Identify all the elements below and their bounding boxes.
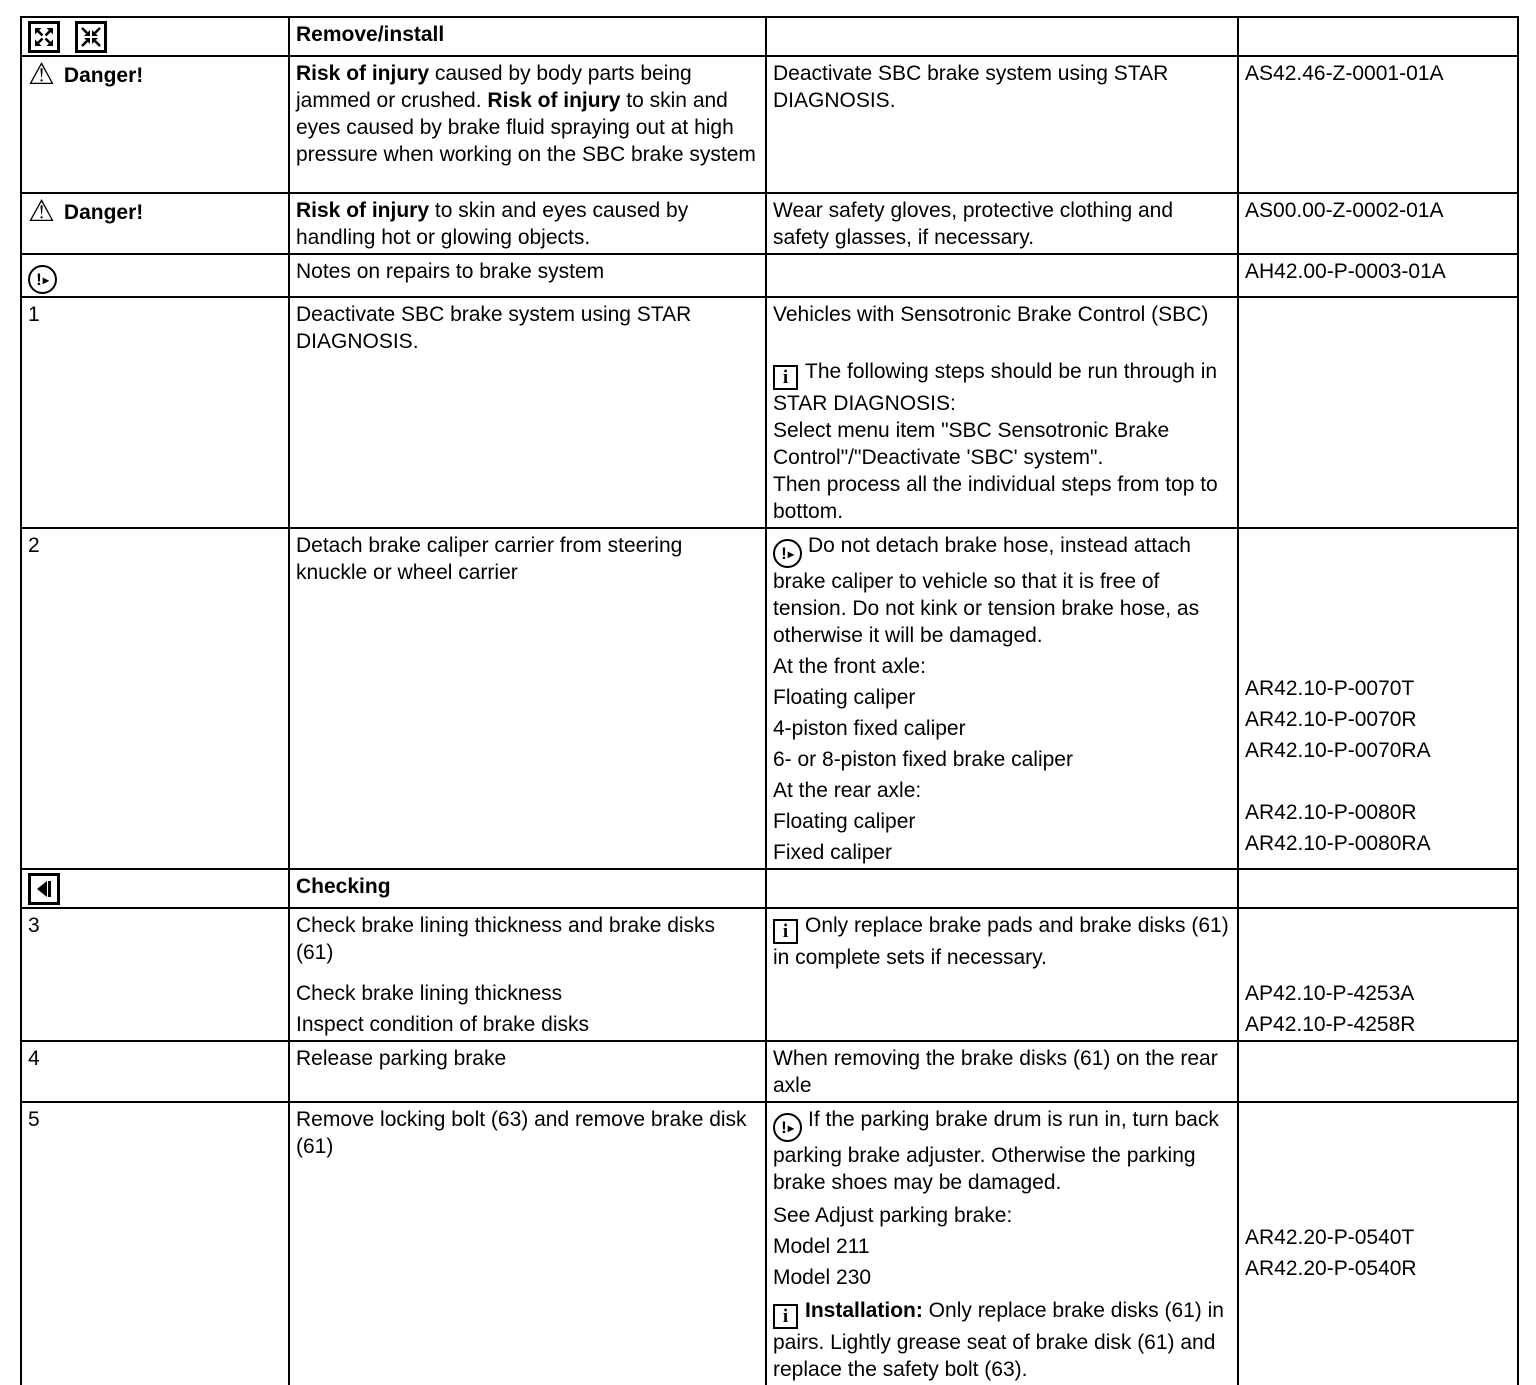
variant-line: 4-piston fixed caliper (773, 717, 966, 740)
step-number: 2 (21, 528, 289, 869)
note-paragraph: ! ▸ Do not detach brake hose, instead attach brake caliper to vehicle so that it is free of tension. Do not kink or tension brake hose, as otherwise it will be damaged. (773, 534, 1200, 647)
info-icon: i (773, 365, 798, 390)
table-row (21, 254, 1518, 297)
table-row (21, 869, 1518, 908)
ref-line: AR42.10-P-0080R (1245, 801, 1417, 824)
risk-text: caused by body parts being jammed or crushed. (296, 62, 692, 112)
ref-line: AR42.10-P-0070RA (1245, 739, 1431, 762)
variant-line: 6- or 8-piston fixed brake caliper (773, 748, 1073, 771)
ref-cell (1238, 528, 1518, 869)
ref-line: AR42.20-P-0540R (1245, 1257, 1417, 1280)
check-back-icon (28, 873, 60, 905)
section-title: Remove/install (289, 17, 766, 56)
risk-text: to skin and eyes caused by brake fluid spraying out at high pressure when working on the SBC brake system (296, 89, 756, 166)
note-intro: Vehicles with Sensotronic Brake Control (SBC) (773, 303, 1209, 326)
warning-triangle-icon: ⚠ (28, 58, 55, 91)
section-title: Checking (289, 869, 766, 908)
expand-arrows-icon[interactable] (28, 21, 60, 53)
table-row (21, 528, 1518, 869)
ref-cell (1238, 908, 1518, 1041)
risk-bold: Risk of injury (296, 199, 430, 222)
note-line: Select menu item "SBC Sensotronic Brake Control"/"Deactivate 'SBC' system". (773, 419, 1170, 469)
ref-line: AR42.10-P-0070R (1245, 708, 1417, 731)
ref-line: AP42.10-P-4253A (1245, 982, 1415, 1005)
ref-cell (1238, 297, 1518, 528)
ref-cell (1238, 1041, 1518, 1102)
note-cell (766, 908, 1238, 1041)
empty-cell (766, 17, 1238, 56)
table-row (21, 1041, 1518, 1102)
table-row (21, 193, 1518, 254)
table-row (21, 1102, 1518, 1385)
info-paragraph: i The following steps should be run through in STAR DIAGNOSIS: (773, 360, 1218, 415)
danger-label: Danger! (63, 200, 144, 224)
table-row (21, 297, 1518, 528)
task-cell: Notes on repairs to brake system (289, 254, 766, 297)
note-cell (766, 1102, 1238, 1385)
variant-line: At the front axle: (773, 655, 926, 678)
empty-cell (1238, 17, 1518, 56)
note-circle-icon: ! ▸ (773, 539, 802, 568)
ref-cell: AS42.46-Z-0001-01A (1238, 56, 1518, 193)
table-row (21, 17, 1518, 56)
model-line: Model 211 (773, 1235, 870, 1258)
note-cell: Wear safety gloves, protective clothing and safety glasses, if necessary. (766, 193, 1238, 254)
info-paragraph: i Installation: Only replace brake disks (61) in pairs. Lightly grease seat of brake disk (61) and replace the safety bolt (63). (773, 1299, 1224, 1381)
task-paragraph: Check brake lining thickness and brake disks (61) (296, 914, 716, 964)
risk-bold: Risk of injury (296, 62, 430, 85)
task-cell: Remove locking bolt (63) and remove brake disk (61) (289, 1102, 766, 1385)
task-subline: Inspect condition of brake disks (296, 1013, 589, 1036)
note-circle-icon: ! ▸ (28, 265, 57, 294)
ref-cell: AH42.00-P-0003-01A (1238, 254, 1518, 297)
warning-triangle-icon: ⚠ (28, 195, 55, 228)
section-icons-cell (21, 17, 289, 56)
step-number: 3 (21, 908, 289, 1041)
ref-cell (1238, 1102, 1518, 1385)
note-cell: When removing the brake disks (61) on the rear axle (766, 1041, 1238, 1102)
ref-line: AR42.20-P-0540T (1245, 1226, 1415, 1249)
info-icon: i (773, 919, 798, 944)
note-cell (766, 297, 1238, 528)
variant-line: Floating caliper (773, 686, 916, 709)
ref-line: AR42.10-P-0070T (1245, 677, 1415, 700)
note-paragraph: ! ▸ If the parking brake drum is run in, turn back parking brake adjuster. Otherwise the parking brake shoes may be damaged. (773, 1108, 1219, 1194)
model-line: Model 230 (773, 1266, 872, 1289)
risk-bold: Risk of injury (487, 89, 621, 112)
step-number: 4 (21, 1041, 289, 1102)
empty-cell (766, 254, 1238, 297)
variant-line: At the rear axle: (773, 779, 922, 802)
variant-line: Floating caliper (773, 810, 916, 833)
procedure-table (20, 16, 1519, 1385)
variant-line: Fixed caliper (773, 841, 893, 864)
ref-line: AR42.10-P-0080RA (1245, 832, 1431, 855)
table-row (21, 908, 1518, 1041)
task-cell: Deactivate SBC brake system using STAR DIAGNOSIS. (289, 297, 766, 528)
info-icon: i (773, 1304, 798, 1329)
ref-line (1245, 768, 1509, 795)
danger-label: Danger! (63, 63, 144, 87)
task-cell (289, 193, 766, 254)
ref-line (1245, 644, 1509, 671)
ref-cell: AS00.00-Z-0002-01A (1238, 193, 1518, 254)
task-subline: Check brake lining thickness (296, 982, 563, 1005)
step-number: 1 (21, 297, 289, 528)
note-cell (766, 528, 1238, 869)
risk-text: to skin and eyes caused by handling hot or glowing objects. (296, 199, 689, 249)
task-cell (289, 56, 766, 193)
task-cell: Release parking brake (289, 1041, 766, 1102)
note-line: See Adjust parking brake: (773, 1204, 1013, 1227)
task-cell: Detach brake caliper carrier from steering knuckle or wheel carrier (289, 528, 766, 869)
step-number: 5 (21, 1102, 289, 1385)
collapse-arrows-icon[interactable] (75, 21, 107, 53)
ref-line: AP42.10-P-4258R (1245, 1013, 1416, 1036)
task-cell (289, 908, 766, 1041)
empty-cell (766, 869, 1238, 908)
empty-cell (1238, 869, 1518, 908)
note-circle-icon: ! ▸ (773, 1113, 802, 1142)
note-cell: Deactivate SBC brake system using STAR DIAGNOSIS. (766, 56, 1238, 193)
note-line: Then process all the individual steps from top to bottom. (773, 473, 1218, 523)
table-row (21, 56, 1518, 193)
info-paragraph: i Only replace brake pads and brake disks (61) in complete sets if necessary. (773, 914, 1229, 969)
